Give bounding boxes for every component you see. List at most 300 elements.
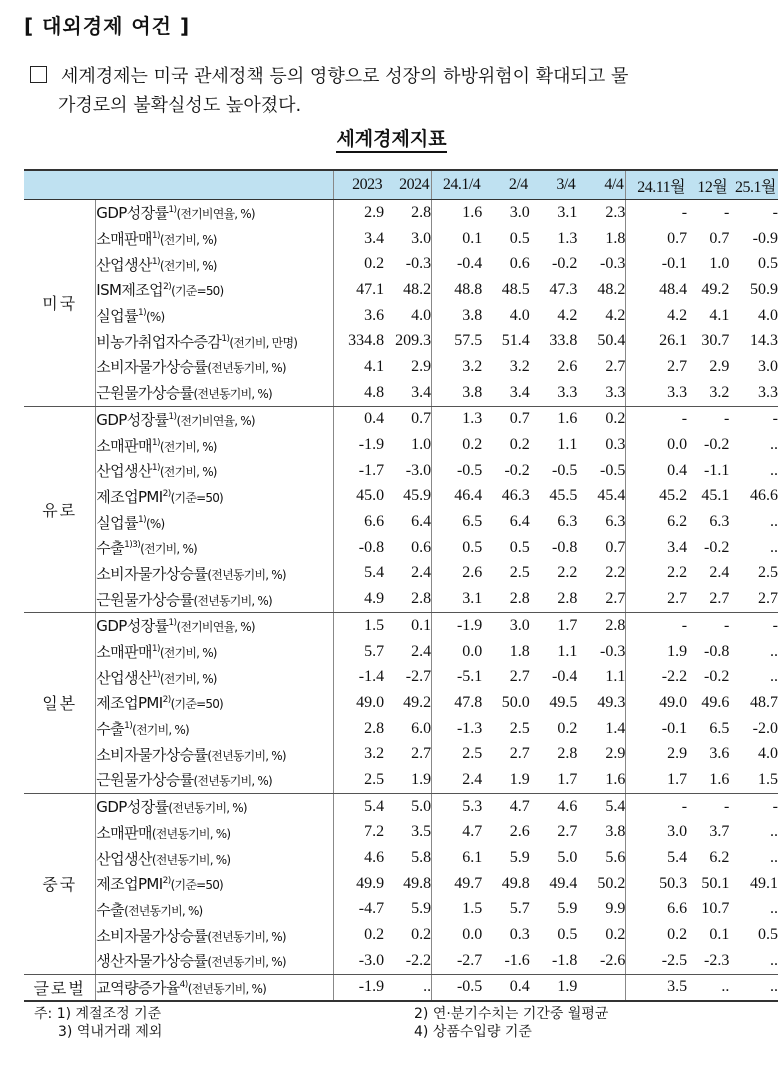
value-cell: 2.7: [626, 586, 687, 612]
indicator-label: [96, 328, 334, 354]
value-cell: 6.3: [557, 513, 578, 531]
value-cell: 48.5: [501, 280, 530, 298]
value-cell: -: [772, 203, 778, 221]
table-row: [24, 974, 778, 1001]
value-cell: ..: [770, 900, 778, 918]
value-cell: ..: [687, 974, 729, 1001]
value-cell: 5.4: [364, 564, 385, 582]
value-cell: 0.3: [509, 926, 530, 944]
value-cell: 0.7: [384, 406, 432, 432]
value-cell: 50.3: [659, 874, 688, 892]
value-cell: 3.5: [384, 820, 432, 846]
value-cell: 2.7: [729, 586, 778, 612]
footnote-marker: 2): [162, 695, 171, 706]
indicator-label: [96, 251, 334, 277]
indicator-label: [96, 303, 334, 329]
value-cell: 2.7: [667, 357, 688, 375]
value-cell: 46.4: [454, 487, 483, 505]
value-cell: 3.2: [509, 357, 530, 375]
footnote-1-text: 1) 계절조정 기준: [56, 1006, 162, 1022]
value-cell: 49.4: [549, 874, 578, 892]
value-cell: 0.2: [364, 926, 385, 944]
value-cell: 3.2: [462, 357, 483, 375]
value-cell: 0.5: [509, 229, 530, 247]
value-cell: ..: [770, 668, 778, 686]
value-cell: 2.7: [557, 823, 578, 841]
value-cell: 2.8: [482, 586, 530, 612]
value-cell: 2.7: [509, 745, 530, 763]
value-cell: 3.6: [364, 306, 385, 324]
value-cell: 6.5: [709, 719, 730, 737]
value-cell: 5.8: [384, 845, 432, 871]
value-cell: 6.1: [462, 849, 483, 867]
value-cell: 1.9: [667, 642, 688, 660]
value-cell: 49.7: [454, 874, 483, 892]
value-cell: 0.2: [577, 922, 626, 948]
header-col: 24.11월: [626, 170, 687, 200]
value-cell: 3.1: [557, 203, 578, 221]
value-cell: 2.2: [557, 564, 578, 582]
value-cell: 2.9: [709, 357, 730, 375]
value-cell: 2.7: [577, 586, 626, 612]
value-cell: 0.7: [509, 410, 530, 428]
value-cell: 2.3: [577, 200, 626, 226]
indicator-name: 제조업PMI: [96, 694, 163, 713]
value-cell: 1.5: [729, 767, 778, 793]
value-cell: 48.2: [384, 277, 432, 303]
value-cell: 3.4: [667, 538, 688, 556]
value-cell: 3.2: [687, 380, 729, 406]
indicator-unit: (전년동기비, %): [193, 774, 272, 789]
value-cell: 2.6: [462, 564, 483, 582]
value-cell: 49.5: [549, 693, 578, 711]
table-row: [24, 922, 778, 948]
indicator-name: GDP성장률: [96, 410, 169, 429]
value-cell: -0.3: [577, 251, 626, 277]
value-cell: 1.6: [462, 203, 483, 221]
table-row: [24, 458, 778, 484]
table-row: [24, 561, 778, 587]
value-cell: ..: [729, 948, 778, 974]
indicator-unit: (전년동기비, %): [193, 387, 272, 402]
value-cell: 0.0: [462, 926, 483, 944]
indicator-label: [96, 354, 334, 380]
indicator-unit: (전기비, %): [159, 646, 217, 661]
region-label: 일본: [24, 613, 96, 794]
value-cell: 5.4: [364, 797, 385, 815]
value-cell: 1.6: [557, 410, 578, 428]
value-cell: -: [681, 797, 688, 815]
value-cell: 4.0: [758, 306, 778, 324]
value-cell: 2.6: [557, 357, 578, 375]
section-title: [ 대외경제 여건 ]: [24, 14, 191, 38]
checkbox-square-icon: [30, 66, 47, 83]
table-row: [24, 741, 778, 767]
value-cell: 1.9: [530, 974, 578, 1001]
value-cell: 4.8: [333, 380, 384, 406]
indicator-name: 산업생산: [96, 255, 152, 274]
value-cell: 46.3: [501, 487, 530, 505]
value-cell: 7.2: [364, 823, 385, 841]
table-row: [24, 793, 778, 819]
value-cell: 0.1: [462, 229, 483, 247]
indicator-label: [96, 380, 334, 406]
value-cell: 48.7: [750, 693, 778, 711]
indicator-name: 소비자물가상승률: [96, 564, 208, 583]
value-cell: 3.0: [384, 226, 432, 252]
value-cell: 46.6: [750, 487, 778, 505]
value-cell: 45.4: [577, 484, 626, 510]
indicator-unit: (전기비연율, %): [176, 620, 255, 635]
value-cell: 30.7: [701, 332, 730, 350]
summary-line-2: 가경로의 불확실성도 높아졌다.: [58, 95, 302, 116]
value-cell: 3.4: [364, 229, 385, 247]
footnote-marker: 2): [163, 282, 172, 293]
table-row: [24, 226, 778, 252]
value-cell: -1.6: [482, 948, 530, 974]
value-cell: 1.1: [557, 642, 578, 660]
value-cell: 5.0: [384, 793, 432, 819]
value-cell: 2.2: [577, 561, 626, 587]
footnote-marker: 1): [151, 256, 160, 267]
value-cell: 3.8: [462, 306, 483, 324]
indicator-name: GDP성장률: [96, 617, 169, 636]
footnote-1: [34, 1005, 161, 1023]
value-cell: 1.4: [577, 716, 626, 742]
indicator-unit: (전년동기비, %): [207, 567, 286, 582]
indicator-name: 산업생산: [96, 849, 152, 868]
value-cell: -0.8: [358, 538, 385, 556]
value-cell: 3.3: [729, 380, 778, 406]
value-cell: 2.5: [509, 719, 530, 737]
header-region: [24, 170, 96, 200]
value-cell: 4.9: [333, 586, 384, 612]
indicator-name: 실업률: [96, 307, 138, 326]
table-title-text: 세계경제지표: [336, 128, 446, 153]
value-cell: 3.8: [432, 380, 483, 406]
value-cell: 2.8: [384, 200, 432, 226]
value-cell: 0.7: [709, 229, 730, 247]
value-cell: 0.2: [509, 436, 530, 454]
indicator-unit: (전기비, 만명): [229, 335, 298, 350]
indicator-label: [96, 690, 334, 716]
indicator-label: [96, 871, 334, 897]
value-cell: ..: [770, 538, 778, 556]
value-cell: 0.7: [577, 535, 626, 561]
value-cell: 2.7: [509, 668, 530, 686]
value-cell: 3.0: [509, 616, 530, 634]
value-cell: -: [772, 410, 778, 428]
indicator-name: 수출: [96, 720, 125, 739]
table-row: [24, 200, 778, 226]
footnote-4: 4) 상품수입량 기준: [414, 1024, 532, 1040]
footnote-marker: 4): [179, 979, 188, 990]
footnote-marker: 1): [168, 411, 177, 422]
value-cell: -2.3: [687, 948, 729, 974]
header-col: 24.1/4: [432, 170, 483, 200]
value-cell: 2.9: [577, 741, 626, 767]
indicator-label: [96, 767, 334, 793]
value-cell: 2.8: [557, 745, 578, 763]
value-cell: 2.6: [509, 823, 530, 841]
indicator-name: 교역량증가율: [96, 978, 180, 997]
indicator-label: [96, 406, 334, 432]
region-label: 글로벌: [24, 974, 96, 1001]
footnote-marker: 1): [151, 231, 160, 242]
indicator-label: [96, 948, 334, 974]
indicator-label: [96, 639, 334, 665]
value-cell: 3.0: [667, 823, 688, 841]
value-cell: 1.1: [577, 664, 626, 690]
value-cell: 5.4: [577, 793, 626, 819]
value-cell: 1.0: [709, 255, 730, 273]
value-cell: -: [724, 203, 730, 221]
table-row: [24, 664, 778, 690]
footnotes: [34, 1005, 774, 1041]
value-cell: -0.2: [504, 461, 530, 479]
header-indicator: [96, 170, 334, 200]
value-cell: 1.1: [557, 436, 578, 454]
value-cell: -2.6: [577, 948, 626, 974]
value-cell: -: [681, 203, 688, 221]
value-cell: 4.6: [364, 849, 385, 867]
indicator-unit: (기준=50): [171, 284, 224, 299]
value-cell: 0.3: [577, 432, 626, 458]
value-cell: 4.6: [557, 797, 578, 815]
value-cell: 4.7: [509, 797, 530, 815]
indicator-unit: (전년동기비, %): [151, 852, 231, 867]
value-cell: 3.6: [709, 745, 730, 763]
value-cell: -4.7: [358, 900, 385, 918]
table-row: [24, 380, 778, 406]
footnote-marker: 2): [162, 876, 171, 887]
indicator-label: [96, 535, 334, 561]
header-col: 25.1월: [729, 170, 778, 200]
value-cell: -1.8: [530, 948, 578, 974]
summary-bullet: [30, 62, 714, 120]
indicator-unit: (%): [146, 516, 165, 531]
indicator-label: [96, 484, 334, 510]
value-cell: -1.3: [456, 719, 483, 737]
header-col: 2023: [333, 170, 384, 200]
value-cell: -1.9: [358, 436, 385, 454]
table-row: [24, 509, 778, 535]
value-cell: -1.1: [704, 461, 730, 479]
value-cell: 45.9: [384, 484, 432, 510]
value-cell: 0.2: [667, 926, 688, 944]
value-cell: 2.9: [364, 203, 385, 221]
value-cell: -0.2: [551, 255, 578, 273]
footnote-2: 2) 연·분기수치는 기간중 월평균: [414, 1006, 609, 1022]
table-row: [24, 690, 778, 716]
indicator-unit: (전년동기비, %): [207, 929, 286, 944]
value-cell: -1.9: [333, 974, 384, 1001]
value-cell: 2.5: [462, 745, 483, 763]
value-cell: -2.5: [626, 948, 687, 974]
indicator-name: 근원물가상승률: [96, 590, 194, 609]
indicator-name: 수출: [96, 900, 125, 919]
table-row: [24, 897, 778, 923]
value-cell: ..: [384, 974, 432, 1001]
indicator-name: 산업생산: [96, 462, 152, 481]
value-cell: 4.0: [384, 303, 432, 329]
indicator-name: 수출: [96, 539, 125, 558]
indicator-label: [96, 820, 334, 846]
value-cell: 45.2: [659, 487, 688, 505]
value-cell: 3.7: [709, 823, 730, 841]
indicator-name: 소매판매: [96, 643, 152, 662]
indicator-name: 생산자물가상승률: [96, 952, 208, 971]
value-cell: -: [724, 410, 730, 428]
value-cell: 5.9: [509, 849, 530, 867]
value-cell: ..: [770, 436, 778, 454]
value-cell: 2.8: [364, 719, 385, 737]
value-cell: -0.2: [704, 668, 730, 686]
indicator-name: 소비자물가상승률: [96, 745, 208, 764]
indicator-label: [96, 716, 334, 742]
value-cell: -3.0: [384, 458, 432, 484]
value-cell: 3.5: [626, 974, 687, 1001]
table-row: [24, 303, 778, 329]
value-cell: -2.7: [432, 948, 483, 974]
value-cell: 6.0: [384, 716, 432, 742]
indicator-unit: (전년동기비, %): [168, 801, 247, 816]
value-cell: 1.9: [482, 767, 530, 793]
indicator-name: 산업생산: [96, 668, 152, 687]
table-row: [24, 277, 778, 303]
value-cell: 4.1: [364, 357, 385, 375]
indicator-name: GDP성장률: [96, 798, 169, 817]
value-cell: 2.9: [384, 354, 432, 380]
header-col: 3/4: [530, 170, 578, 200]
value-cell: -0.8: [704, 642, 730, 660]
table-row: [24, 535, 778, 561]
table-row: [24, 406, 778, 432]
indicator-unit: (전년동기비, %): [151, 826, 231, 841]
value-cell: -0.4: [551, 668, 578, 686]
value-cell: 9.9: [577, 897, 626, 923]
footnote-marker: 1): [221, 333, 230, 344]
value-cell: -2.0: [752, 719, 778, 737]
value-cell: 6.4: [509, 513, 530, 531]
indicator-unit: (전기비, %): [159, 258, 217, 273]
table-row: [24, 716, 778, 742]
table-row: [24, 639, 778, 665]
value-cell: 0.5: [758, 926, 778, 944]
value-cell: 2.2: [667, 564, 688, 582]
value-cell: ..: [770, 513, 778, 531]
value-cell: 49.3: [577, 690, 626, 716]
value-cell: 0.4: [364, 410, 385, 428]
value-cell: -0.5: [432, 974, 483, 1001]
footnote-marker: 1): [137, 514, 147, 525]
value-cell: -0.3: [384, 251, 432, 277]
indicator-name: 제조업PMI: [96, 487, 163, 506]
indicator-unit: (전기비연율, %): [176, 207, 255, 222]
value-cell: -1.9: [456, 616, 483, 634]
header-col: 2024: [384, 170, 432, 200]
value-cell: 2.8: [530, 586, 578, 612]
indicator-label: [96, 458, 334, 484]
footnote-marker: 1): [168, 618, 177, 629]
value-cell: 0.6: [384, 535, 432, 561]
value-cell: 2.9: [667, 745, 688, 763]
indicator-unit: (전기비, %): [159, 671, 217, 686]
indicator-name: ISM제조업: [96, 281, 164, 300]
value-cell: -0.5: [551, 461, 578, 479]
value-cell: ..: [770, 461, 778, 479]
value-cell: 1.5: [462, 900, 483, 918]
region-label: 미국: [24, 200, 96, 407]
value-cell: [577, 974, 626, 1001]
indicator-name: 실업률: [96, 513, 138, 532]
value-cell: -0.8: [551, 538, 578, 556]
indicator-unit: (전년동기비, %): [207, 361, 286, 376]
value-cell: 33.8: [549, 332, 578, 350]
indicator-label: [96, 561, 334, 587]
indicator-name: 소매판매: [96, 436, 152, 455]
value-cell: -: [681, 410, 688, 428]
value-cell: 2.7: [577, 354, 626, 380]
value-cell: 1.6: [577, 767, 626, 793]
value-cell: 4.2: [577, 303, 626, 329]
value-cell: 6.2: [709, 849, 730, 867]
value-cell: 3.0: [509, 203, 530, 221]
value-cell: 0.5: [758, 255, 778, 273]
indicator-unit: (전기비, %): [140, 542, 197, 557]
header-col: 12월: [687, 170, 729, 200]
indicator-label: [96, 741, 334, 767]
header-col: 4/4: [577, 170, 626, 200]
value-cell: 0.0: [667, 436, 688, 454]
indicator-name: 소비자물가상승률: [96, 926, 208, 945]
indicator-unit: (전년동기비, %): [207, 955, 286, 970]
value-cell: 2.8: [577, 613, 626, 639]
table-header-row: [24, 170, 778, 200]
value-cell: 48.2: [577, 277, 626, 303]
value-cell: 1.7: [626, 767, 687, 793]
indicator-label: [96, 509, 334, 535]
value-cell: 2.7: [687, 586, 729, 612]
value-cell: 45.0: [356, 487, 385, 505]
value-cell: 50.4: [577, 328, 626, 354]
value-cell: 0.2: [384, 922, 432, 948]
footnote-marker: 1): [151, 463, 160, 474]
value-cell: -0.5: [577, 458, 626, 484]
table-row: [24, 328, 778, 354]
value-cell: -0.9: [752, 229, 778, 247]
value-cell: 0.6: [509, 255, 530, 273]
value-cell: -0.4: [456, 255, 483, 273]
value-cell: 2.4: [432, 767, 483, 793]
value-cell: ..: [770, 849, 778, 867]
value-cell: 5.6: [577, 845, 626, 871]
value-cell: 49.8: [384, 871, 432, 897]
table-row: [24, 613, 778, 639]
value-cell: 3.4: [482, 380, 530, 406]
indicator-unit: (전년동기비, %): [207, 748, 286, 763]
value-cell: 4.2: [557, 306, 578, 324]
value-cell: 4.1: [709, 306, 730, 324]
value-cell: 6.6: [364, 513, 385, 531]
value-cell: 1.5: [364, 616, 385, 634]
value-cell: 57.5: [454, 332, 483, 350]
value-cell: 26.1: [659, 332, 688, 350]
value-cell: 1.9: [384, 767, 432, 793]
indicator-name: 비농가취업자수증감: [96, 332, 222, 351]
indicator-unit: (기준=50): [170, 697, 223, 712]
value-cell: 49.0: [659, 693, 688, 711]
